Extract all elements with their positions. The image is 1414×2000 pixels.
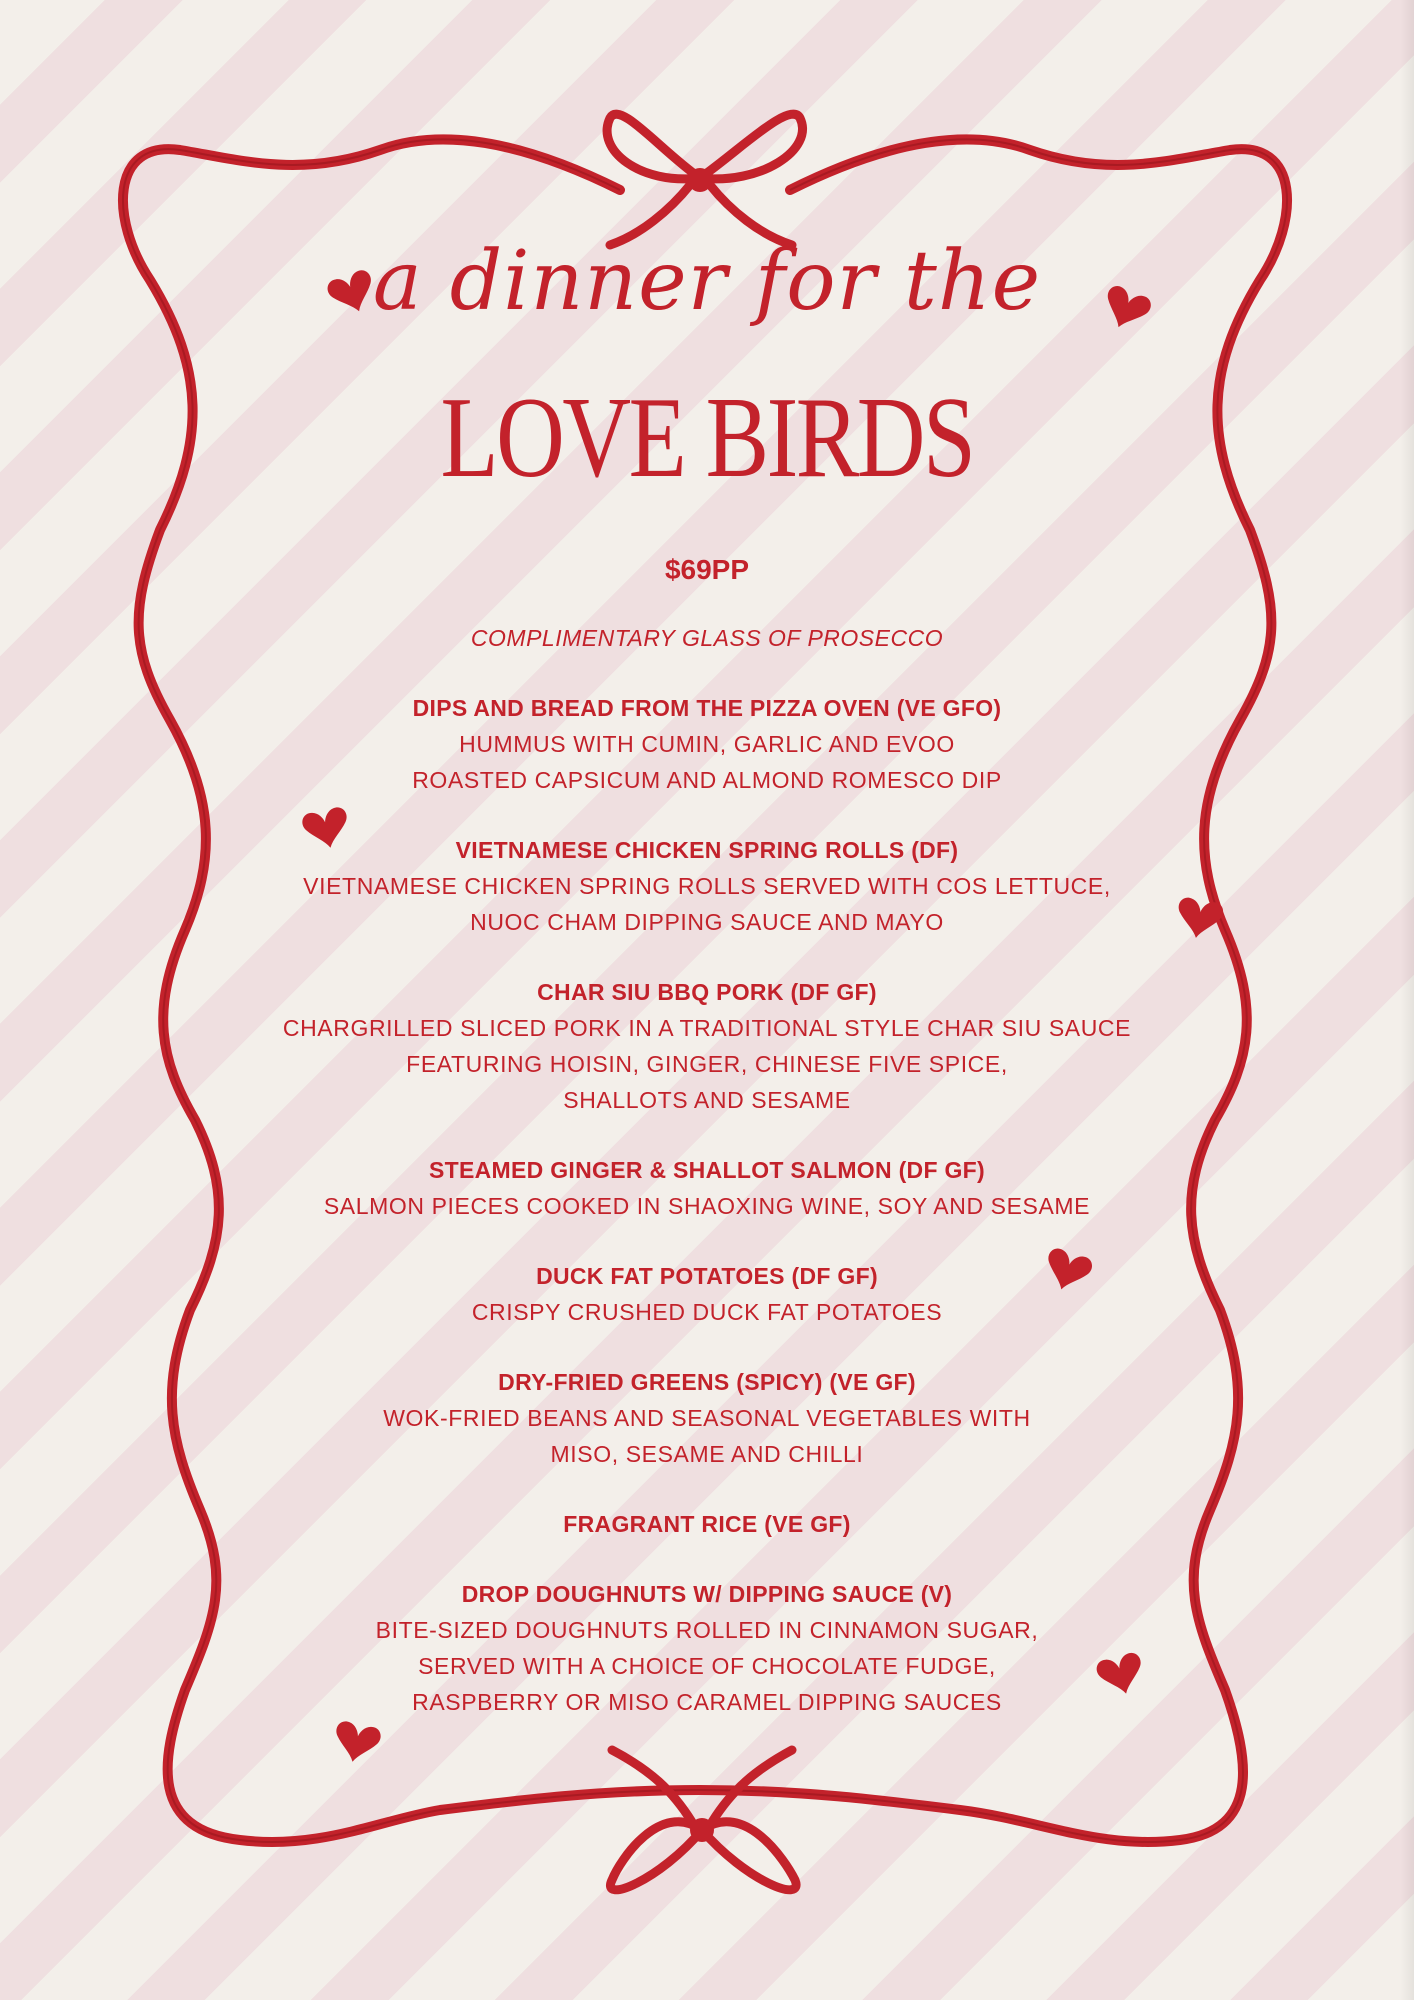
course-description-line: HUMMUS WITH CUMIN, GARLIC AND EVOO	[459, 731, 955, 757]
course-description-line: NUOC CHAM DIPPING SAUCE AND MAYO	[470, 909, 944, 935]
menu-course	[250, 1152, 1164, 1224]
course-description-line: SERVED WITH A CHOICE OF CHOCOLATE FUDGE,	[418, 1653, 996, 1679]
course-name: DRY-FRIED GREENS (SPICY) (VE GF)	[498, 1369, 916, 1395]
menu-course	[250, 690, 1164, 798]
heart-icon	[1174, 896, 1225, 941]
course-name: FRAGRANT RICE (VE GF)	[563, 1511, 851, 1537]
menu-course	[250, 832, 1164, 940]
script-title: a dinner for the	[372, 234, 1042, 329]
course-description-line: VIETNAMESE CHICKEN SPRING ROLLS SERVED WITH COS LETTUCE,	[303, 873, 1111, 899]
course-description-line: SALMON PIECES COOKED IN SHAOXING WINE, SOY AND SESAME	[323, 1193, 1091, 1219]
course-description-line: MISO, SESAME AND CHILLI	[550, 1441, 864, 1467]
menu-course	[250, 1576, 1164, 1720]
course-name: CHAR SIU BBQ PORK (DF GF)	[537, 979, 877, 1005]
course-description-line: RASPBERRY OR MISO CARAMEL DIPPING SAUCES	[412, 1689, 1002, 1715]
menu-course	[250, 1506, 1164, 1542]
menu-course	[250, 1364, 1164, 1472]
course-list	[250, 690, 1164, 1754]
price: $69PP	[664, 554, 750, 585]
bow-knot	[690, 1818, 714, 1842]
course-description-line: ROASTED CAPSICUM AND ALMOND ROMESCO DIP	[412, 767, 1002, 793]
course-name: DROP DOUGHNUTS W/ DIPPING SAUCE (V)	[461, 1581, 953, 1607]
course-name: STEAMED GINGER & SHALLOT SALMON (DF GF)	[428, 1157, 985, 1183]
course-description-line: WOK-FRIED BEANS AND SEASONAL VEGETABLES WITH	[383, 1405, 1031, 1431]
course-description-line: CHARGRILLED SLICED PORK IN A TRADITIONAL STYLE CHAR SIU SAUCE	[282, 1015, 1132, 1041]
main-title: LOVE BIRDS	[440, 374, 974, 502]
course-description-line: SHALLOTS AND SESAME	[563, 1087, 851, 1113]
course-description-line: BITE-SIZED DOUGHNUTS ROLLED IN CINNAMON SUGAR,	[375, 1617, 1039, 1643]
course-description-line: FEATURING HOISIN, GINGER, CHINESE FIVE SPICE,	[406, 1051, 1008, 1077]
course-description-line: CRISPY CRUSHED DUCK FAT POTATOES	[471, 1299, 943, 1325]
complimentary-note: COMPLIMENTARY GLASS OF PROSECCO	[470, 625, 944, 651]
course-name: DIPS AND BREAD FROM THE PIZZA OVEN (VE GFO)	[412, 695, 1002, 721]
course-name: DUCK FAT POTATOES (DF GF)	[536, 1263, 878, 1289]
menu-course	[250, 1258, 1164, 1330]
course-name: VIETNAMESE CHICKEN SPRING ROLLS (DF)	[455, 837, 959, 863]
bow-knot	[688, 168, 712, 192]
menu-course	[250, 974, 1164, 1118]
